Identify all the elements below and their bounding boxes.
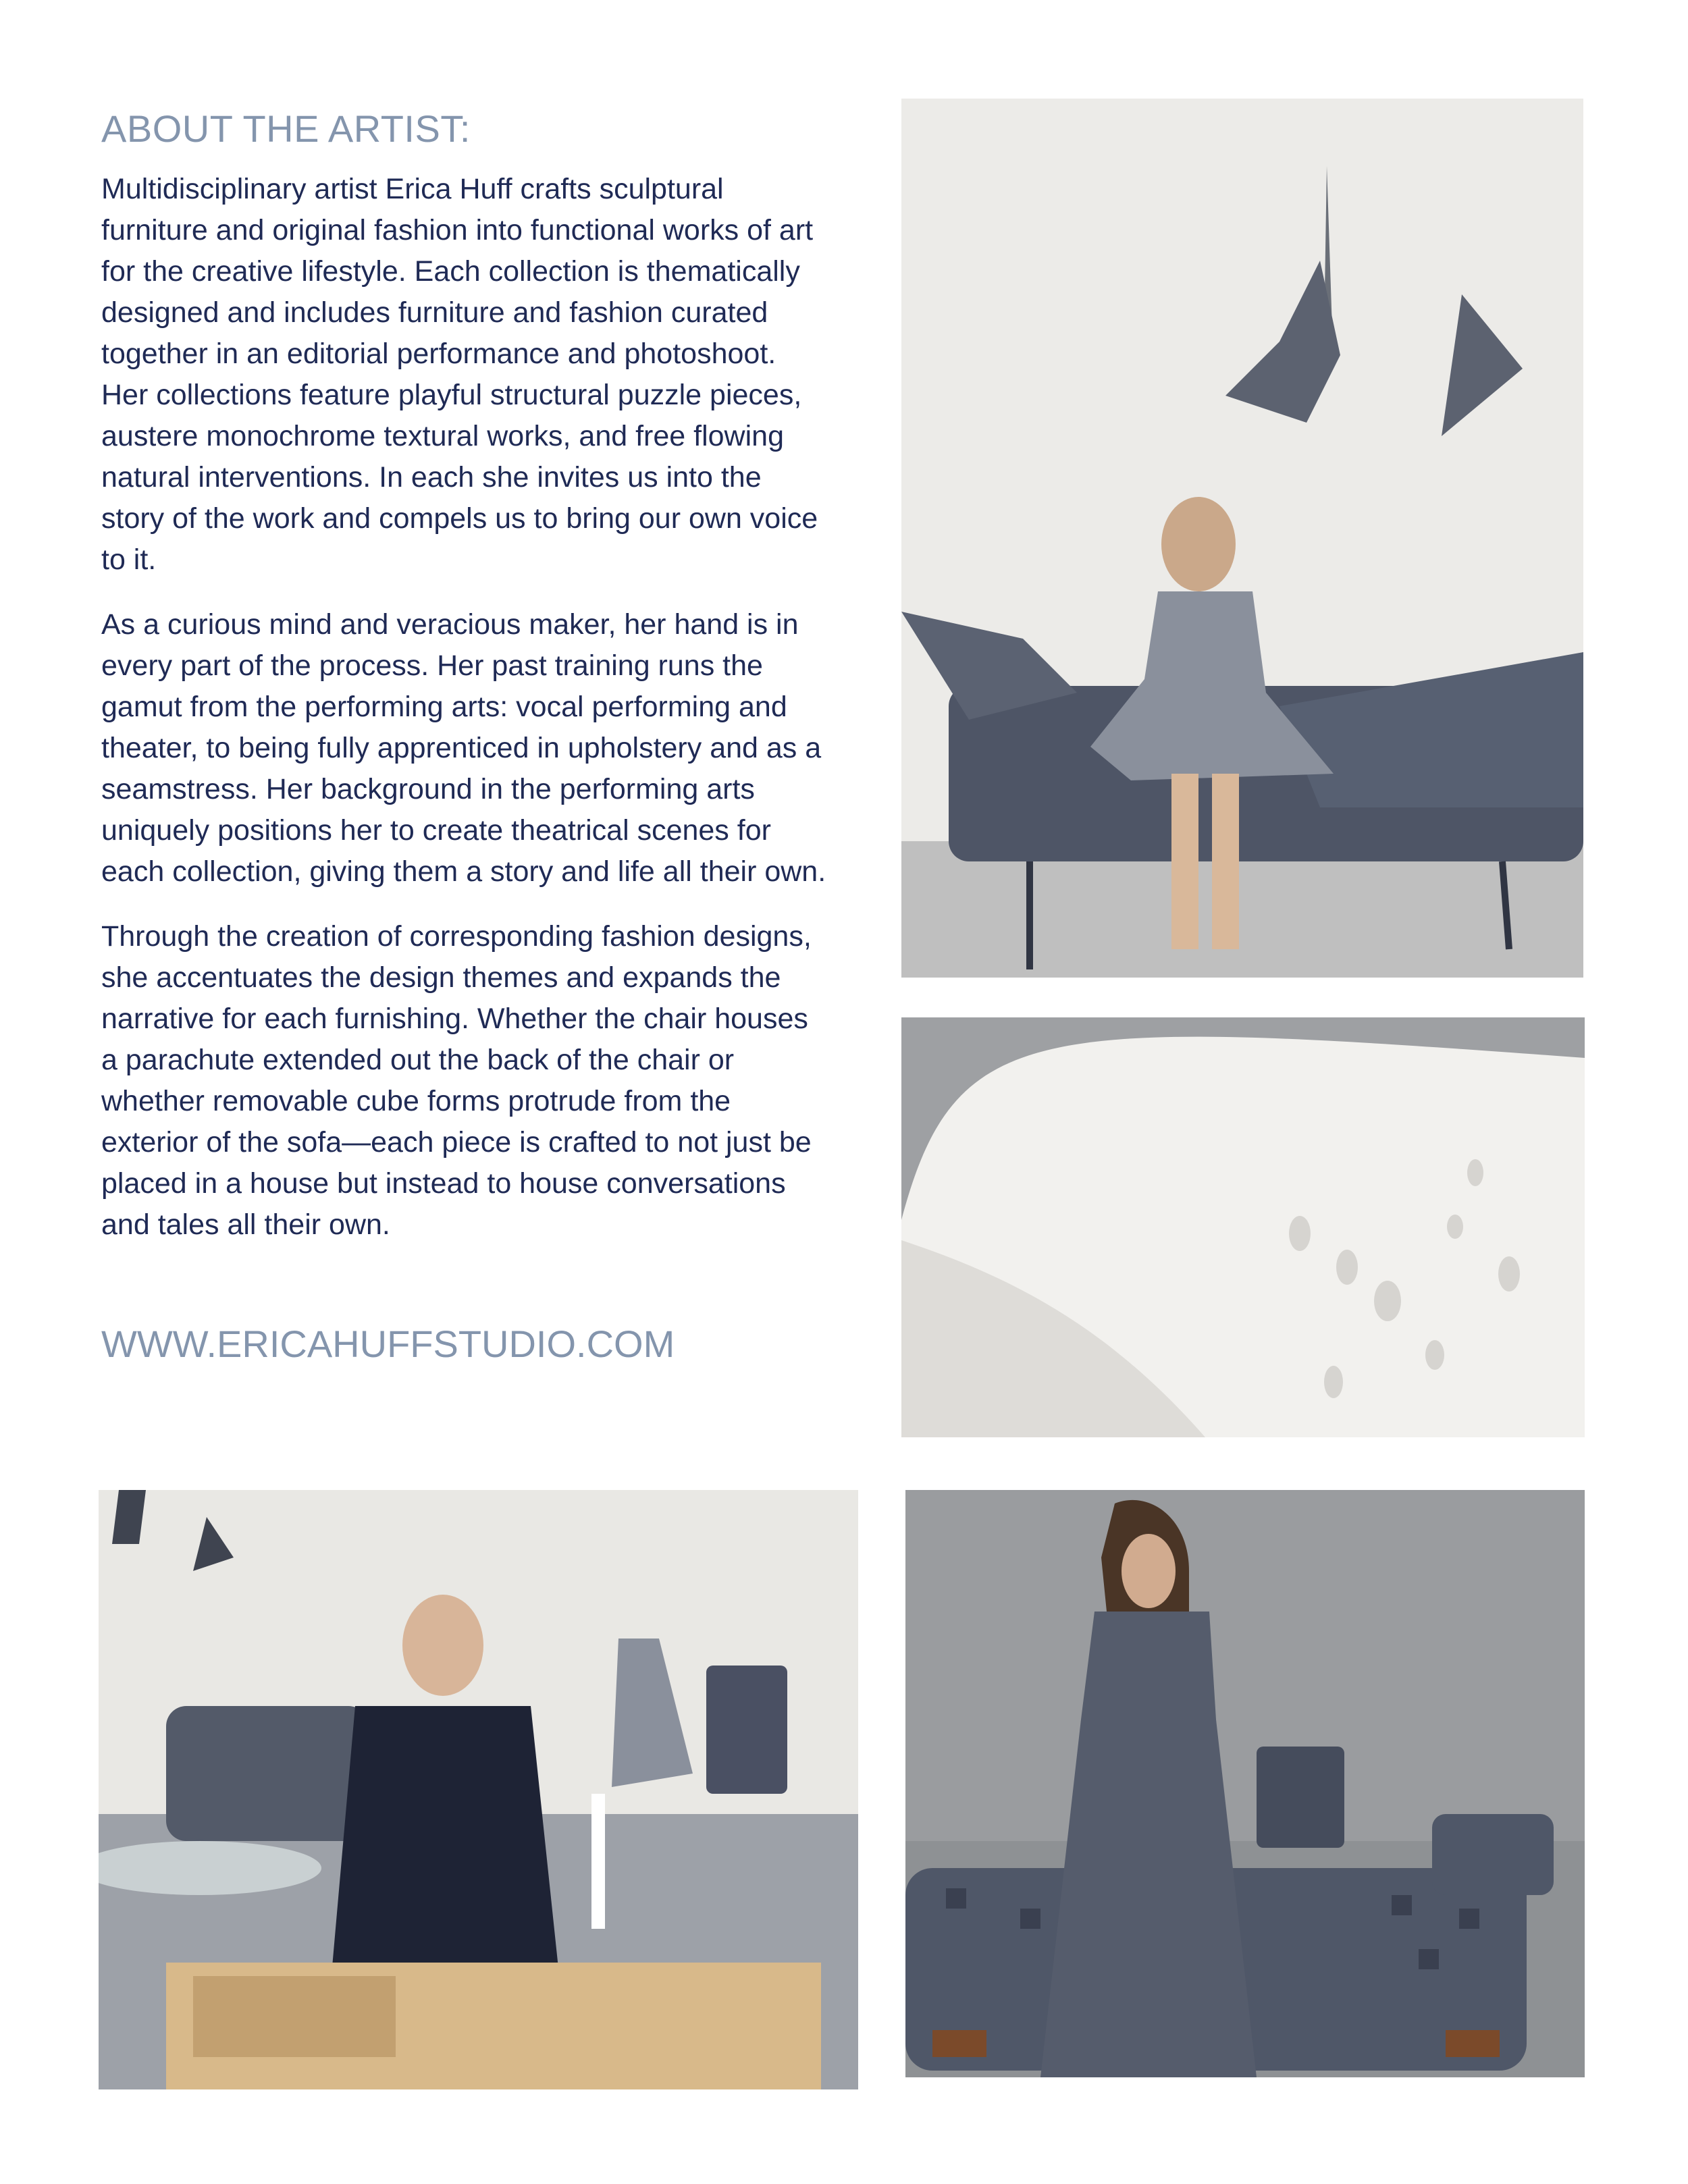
bio-paragraph: As a curious mind and veracious maker, her hand is in every part of the process. Her past training runs the gamut from the performing arts: vocal performing and theater, to being fully apprenticed in upholstery and as a seamstress. Her background in the performing arts uniquely positions her to create theatrical scenes for each collection, giving them a story and life all their own. [101,608,826,888]
photo-woman-on-geometric-sofa [901,99,1583,978]
photo-artist-in-studio [99,1490,858,2089]
artist-bio [101,169,830,1269]
photo-white-sofa-detail [901,1017,1585,1437]
website-link[interactable]: WWW.ERICAHUFFSTUDIO.COM [101,1323,675,1365]
section-heading: ABOUT THE ARTIST: [101,107,471,150]
bio-paragraph: Multidisciplinary artist Erica Huff crafts sculptural furniture and original fashion into functional works of art for the creative lifestyle. Each collection is thematically designed and includes furniture and fashion curated together in an editorial performance and photoshoot. Her collections feature playful structural puzzle pieces, austere monochrome textural works, and free flowing natural interventions. In each she invites us into the story of the work and compels us to bring our own voice to it. [101,173,818,576]
bio-paragraph: Through the creation of corresponding fashion designs, she accentuates the design themes and expands the narrative for each furnishing. Whether the chair houses a parachute extended out the back of the chair or whether removable cube forms protrude from the exterior of the sofa—each piece is crafted to not just be placed in a house but instead to house conversations and tales all their own. [101,920,812,1241]
photo-woman-with-cube-sofa [905,1490,1585,2077]
